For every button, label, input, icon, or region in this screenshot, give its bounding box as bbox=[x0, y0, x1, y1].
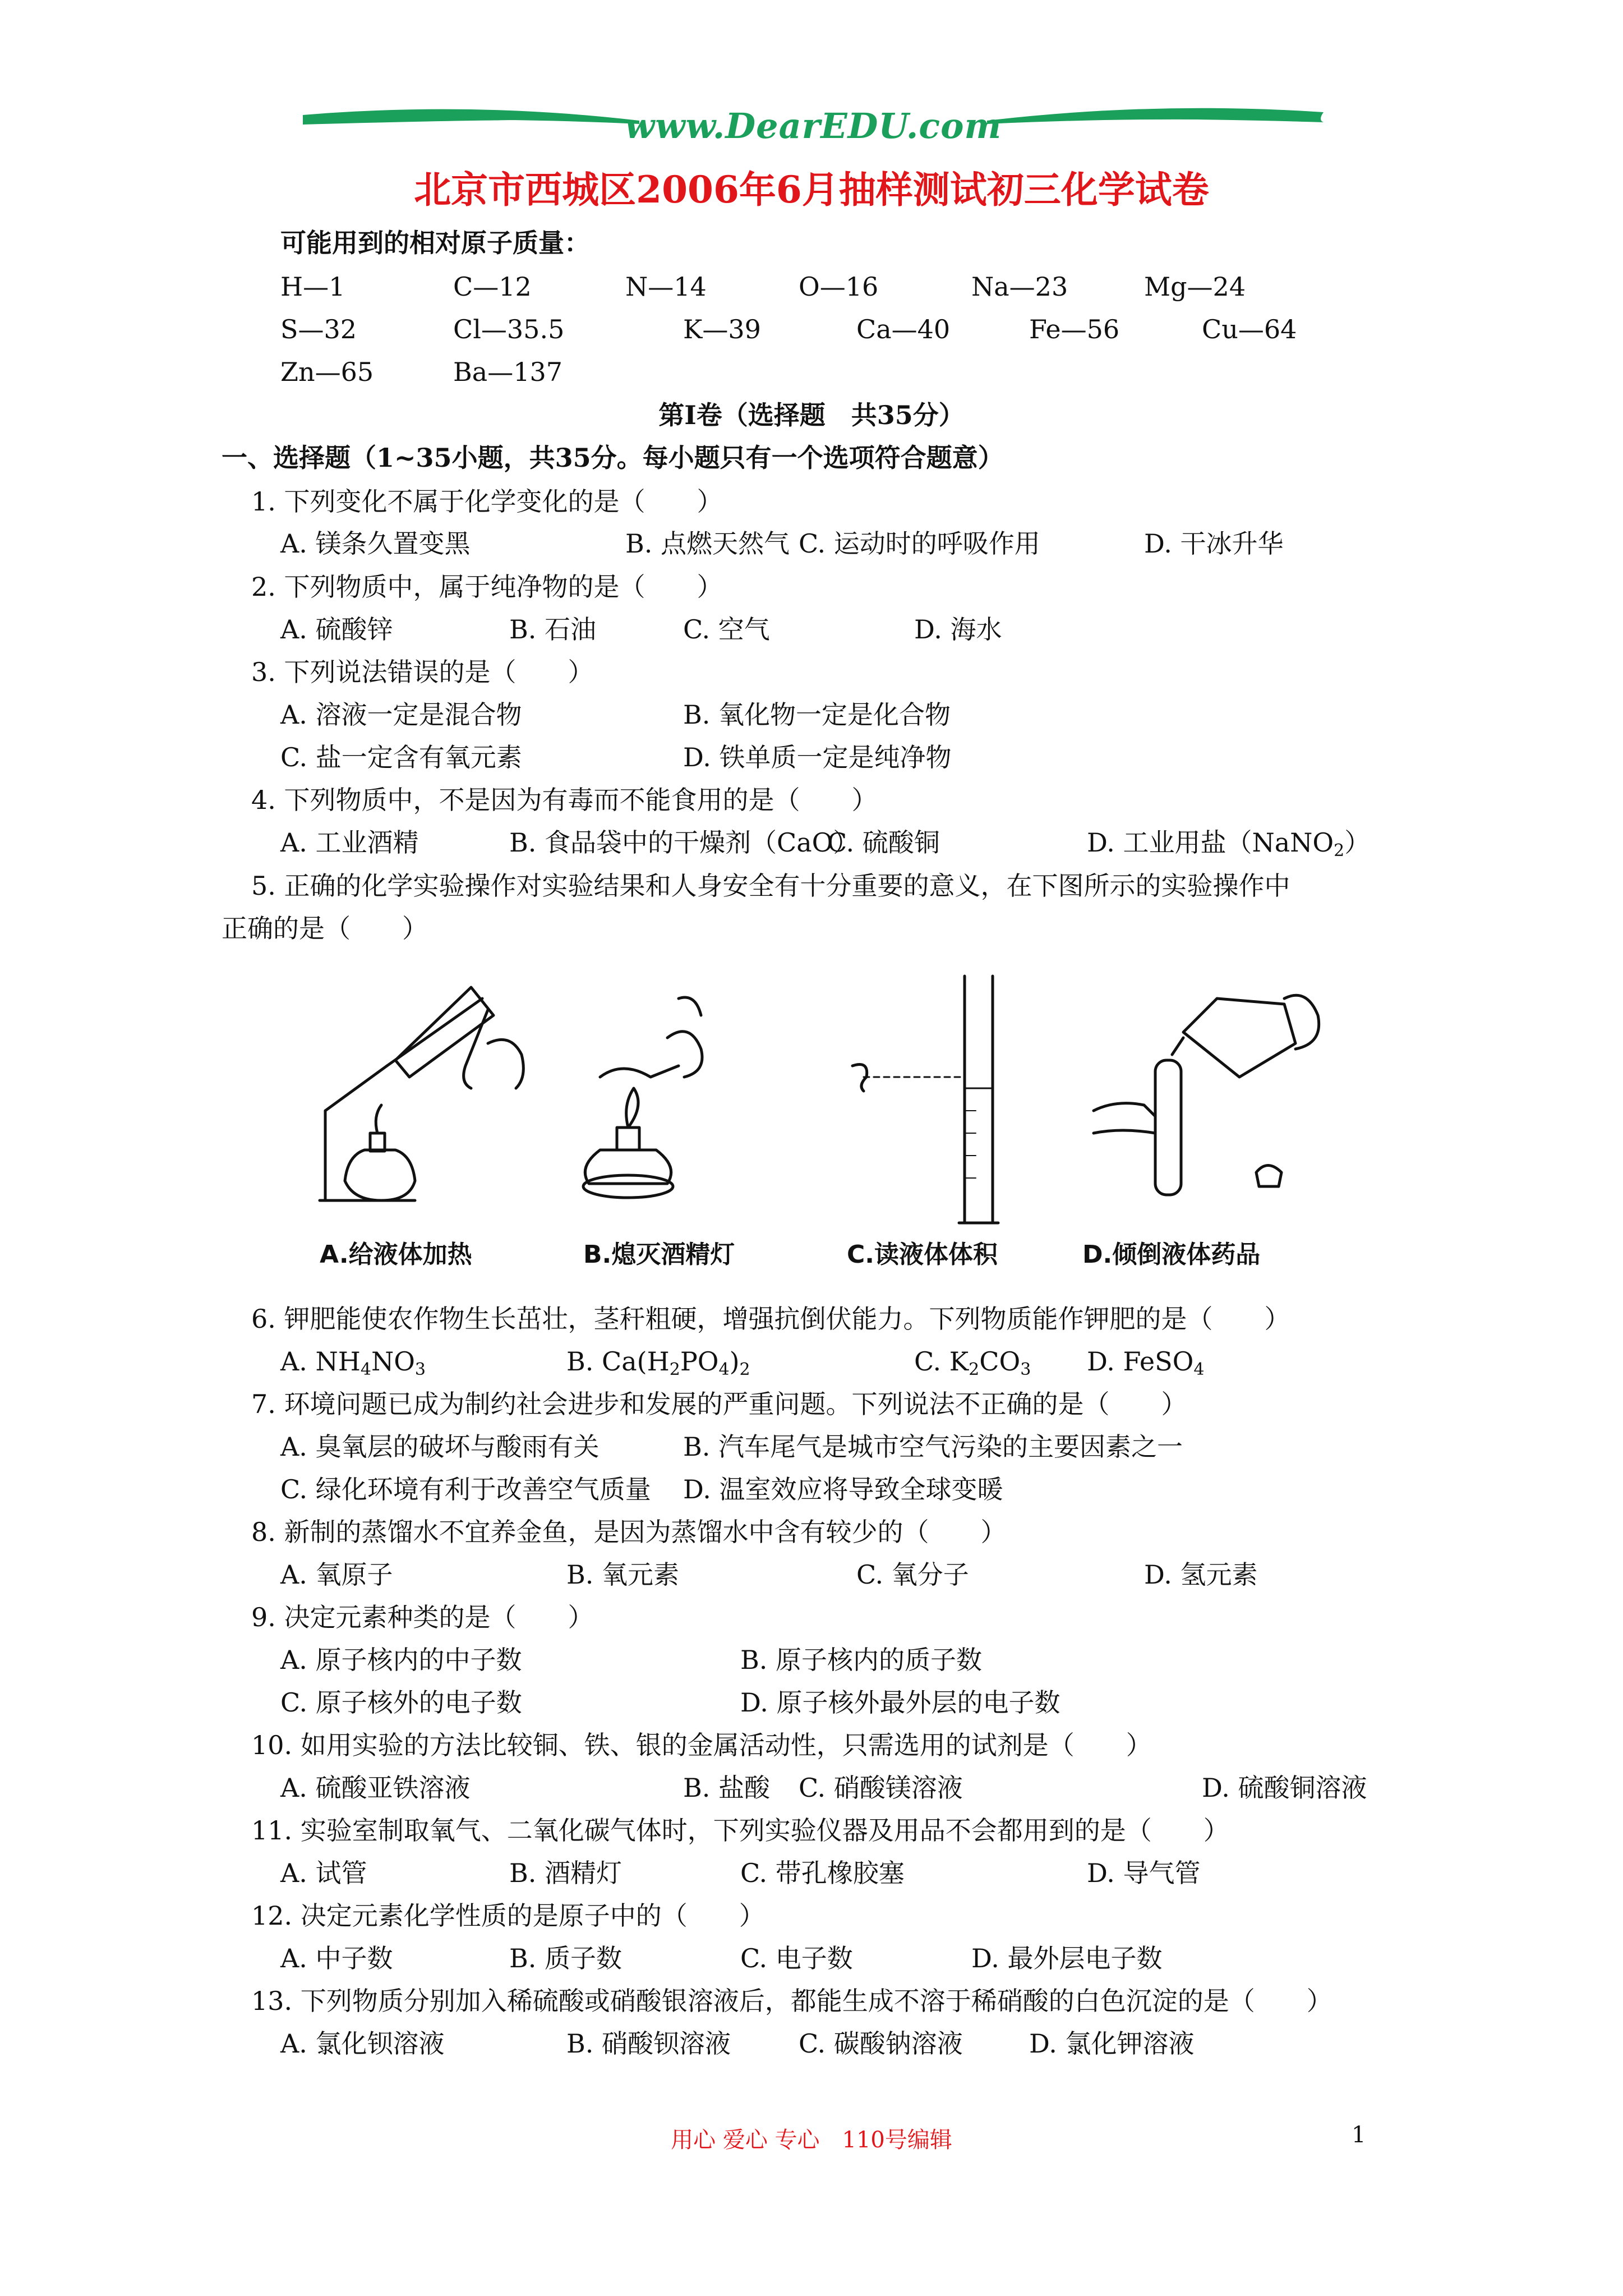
mass-h: H—1 bbox=[280, 272, 345, 302]
mass-k: K—39 bbox=[683, 314, 761, 344]
site-header bbox=[303, 95, 1324, 163]
mass-n: N—14 bbox=[625, 272, 707, 302]
q6-option-b: B. $Ca(H_2PO_4)_2$ bbox=[566, 1346, 750, 1379]
q13-option-a: A. 氯化钡溶液 bbox=[280, 2028, 445, 2059]
mass-zn: Zn—65 bbox=[280, 357, 374, 387]
q7-option-a: A. 臭氧层的破坏与酸雨有关 bbox=[280, 1432, 600, 1462]
q12-option-b: B. 质子数 bbox=[509, 1943, 623, 1973]
q9-stem: 9. 决定元素种类的是（ ） bbox=[251, 1602, 594, 1632]
q10-stem: 10. 如用实验的方法比较铜、铁、银的金属活动性，只需选用的试剂是（ ） bbox=[251, 1730, 1152, 1760]
graduated-cylinder-icon bbox=[852, 976, 998, 1223]
q10-option-c: C. 硝酸镁溶液 bbox=[799, 1773, 963, 1803]
q4-option-b: B. 食品袋中的干燥剂（CaO） bbox=[509, 827, 859, 858]
q1-option-b: B. 点燃天然气 bbox=[625, 528, 790, 559]
page-number: 1 bbox=[1352, 2122, 1366, 2148]
figure-caption-c: C.读液体体积 bbox=[847, 1240, 998, 1269]
q6-option-a: A. $NH_4NO_3$ bbox=[280, 1346, 426, 1379]
q13-option-d: D. 氯化钾溶液 bbox=[1029, 2028, 1195, 2059]
q4-stem: 4. 下列物质中，不是因为有毒而不能食用的是（ ） bbox=[251, 785, 878, 815]
q13-stem: 13. 下列物质分别加入稀硫酸或硝酸银溶液后，都能生成不溶于稀硝酸的白色沉淀的是（ ） bbox=[251, 1986, 1332, 2016]
q6-option-c: C. $K_2CO_3$ bbox=[914, 1346, 1031, 1379]
mass-s: S—32 bbox=[280, 314, 357, 344]
q9-option-d: D. 原子核外最外层的电子数 bbox=[740, 1687, 1061, 1718]
mass-fe: Fe—56 bbox=[1029, 314, 1120, 344]
q7-option-b: B. 汽车尾气是城市空气污染的主要因素之一 bbox=[683, 1432, 1183, 1462]
q6-stem: 6. 钾肥能使农作物生长茁壮，茎秆粗硬，增强抗倒伏能力。下列物质能作钾肥的是（ ） bbox=[251, 1304, 1290, 1334]
q11-option-a: A. 试管 bbox=[280, 1858, 367, 1888]
q1-option-c: C. 运动时的呼吸作用 bbox=[799, 528, 1040, 559]
q1-option-a: A. 镁条久置变黑 bbox=[280, 528, 471, 559]
q8-stem: 8. 新制的蒸馏水不宜养金鱼，是因为蒸馏水中含有较少的（ ） bbox=[251, 1517, 1007, 1547]
q5-stem-line1: 5. 正确的化学实验操作对实验结果和人身安全有十分重要的意义，在下图所示的实验操作中 bbox=[251, 871, 1290, 901]
q10-option-b: B. 盐酸 bbox=[683, 1773, 771, 1803]
q3-stem: 3. 下列说法错误的是（ ） bbox=[251, 657, 594, 687]
lab-operations-illustration bbox=[303, 965, 1346, 1228]
q12-option-c: C. 电子数 bbox=[740, 1943, 853, 1973]
q2-option-c: C. 空气 bbox=[683, 614, 770, 645]
exam-title: 北京市西城区2006年6月抽样测试初三化学试卷 bbox=[414, 168, 1209, 211]
q8-option-c: C. 氧分子 bbox=[856, 1559, 969, 1590]
q10-option-a: A. 硫酸亚铁溶液 bbox=[280, 1773, 471, 1803]
q4-option-c: C. 硫酸铜 bbox=[827, 827, 940, 858]
q2-option-a: A. 硫酸锌 bbox=[280, 614, 393, 645]
q11-option-b: B. 酒精灯 bbox=[509, 1858, 623, 1888]
q11-option-d: D. 导气管 bbox=[1087, 1858, 1201, 1888]
q13-option-c: C. 碳酸钠溶液 bbox=[799, 2028, 963, 2059]
mass-mg: Mg—24 bbox=[1144, 272, 1246, 302]
heating-liquid-icon bbox=[320, 987, 523, 1200]
q11-stem: 11. 实验室制取氧气、二氧化碳气体时，下列实验仪器及用品不会都用到的是（ ） bbox=[251, 1815, 1229, 1846]
q6-option-d: D. FeSO$_4$ bbox=[1087, 1346, 1205, 1379]
q9-option-b: B. 原子核内的质子数 bbox=[740, 1645, 983, 1675]
q2-option-d: D. 海水 bbox=[914, 614, 1002, 645]
q8-option-d: D. 氢元素 bbox=[1144, 1559, 1258, 1590]
q2-option-b: B. 石油 bbox=[509, 614, 597, 645]
figure-caption-d: D.倾倒液体药品 bbox=[1082, 1240, 1261, 1269]
mass-cl: Cl—35.5 bbox=[453, 314, 565, 344]
footer-text: 用心 爱心 专心 110号编辑 bbox=[671, 2127, 952, 2153]
atomic-mass-heading: 可能用到的相对原子质量： bbox=[280, 228, 590, 258]
q5-stem-line2: 正确的是（ ） bbox=[222, 913, 428, 944]
mass-o: O—16 bbox=[799, 272, 879, 302]
section-instruction: 一、选择题（1~35小题，共35分。每小题只有一个选项符合题意） bbox=[222, 443, 1004, 473]
q12-stem: 12. 决定元素化学性质的是原子中的（ ） bbox=[251, 1901, 765, 1931]
mass-cu: Cu—64 bbox=[1202, 314, 1297, 344]
lab-operations-figure bbox=[303, 965, 1346, 1268]
q9-option-a: A. 原子核内的中子数 bbox=[280, 1645, 522, 1675]
site-name[interactable]: www.DearEDU.com bbox=[624, 105, 1002, 146]
q1-stem: 1. 下列变化不属于化学变化的是（ ） bbox=[251, 486, 723, 517]
q7-stem: 7. 环境问题已成为制约社会进步和发展的严重问题。下列说法不正确的是（ ） bbox=[251, 1389, 1187, 1419]
q8-option-a: A. 氧原子 bbox=[280, 1559, 393, 1590]
q4-option-a: A. 工业酒精 bbox=[280, 827, 419, 858]
section-title: 第Ⅰ卷（选择题 共35分） bbox=[658, 400, 965, 430]
q10-option-d: D. 硫酸铜溶液 bbox=[1202, 1773, 1367, 1803]
mass-c: C—12 bbox=[453, 272, 532, 302]
alcohol-lamp-icon bbox=[583, 997, 702, 1198]
q3-option-d: D. 铁单质一定是纯净物 bbox=[683, 742, 952, 772]
mass-ca: Ca—40 bbox=[856, 314, 951, 344]
q2-stem: 2. 下列物质中，属于纯净物的是（ ） bbox=[251, 572, 723, 602]
q12-option-d: D. 最外层电子数 bbox=[971, 1943, 1163, 1973]
q1-option-d: D. 干冰升华 bbox=[1144, 528, 1284, 559]
figure-caption-a: A.给液体加热 bbox=[320, 1240, 472, 1269]
q7-option-d: D. 温室效应将导致全球变暖 bbox=[683, 1474, 1003, 1504]
q3-option-c: C. 盐一定含有氧元素 bbox=[280, 742, 522, 772]
q3-option-a: A. 溶液一定是混合物 bbox=[280, 700, 522, 730]
q9-option-c: C. 原子核外的电子数 bbox=[280, 1687, 522, 1718]
q11-option-c: C. 带孔橡胶塞 bbox=[740, 1858, 905, 1888]
figure-caption-b: B.熄灭酒精灯 bbox=[583, 1240, 735, 1269]
mass-ba: Ba—137 bbox=[453, 357, 563, 387]
pouring-liquid-icon bbox=[1094, 995, 1319, 1195]
q8-option-b: B. 氧元素 bbox=[566, 1559, 680, 1590]
mass-na: Na—23 bbox=[971, 272, 1068, 302]
q3-option-b: B. 氧化物一定是化合物 bbox=[683, 700, 951, 730]
q4-option-d: D. 工业用盐（NaNO$_2$） bbox=[1087, 827, 1371, 861]
q7-option-c: C. 绿化环境有利于改善空气质量 bbox=[280, 1474, 651, 1504]
q12-option-a: A. 中子数 bbox=[280, 1943, 393, 1973]
q13-option-b: B. 硝酸钡溶液 bbox=[566, 2028, 731, 2059]
